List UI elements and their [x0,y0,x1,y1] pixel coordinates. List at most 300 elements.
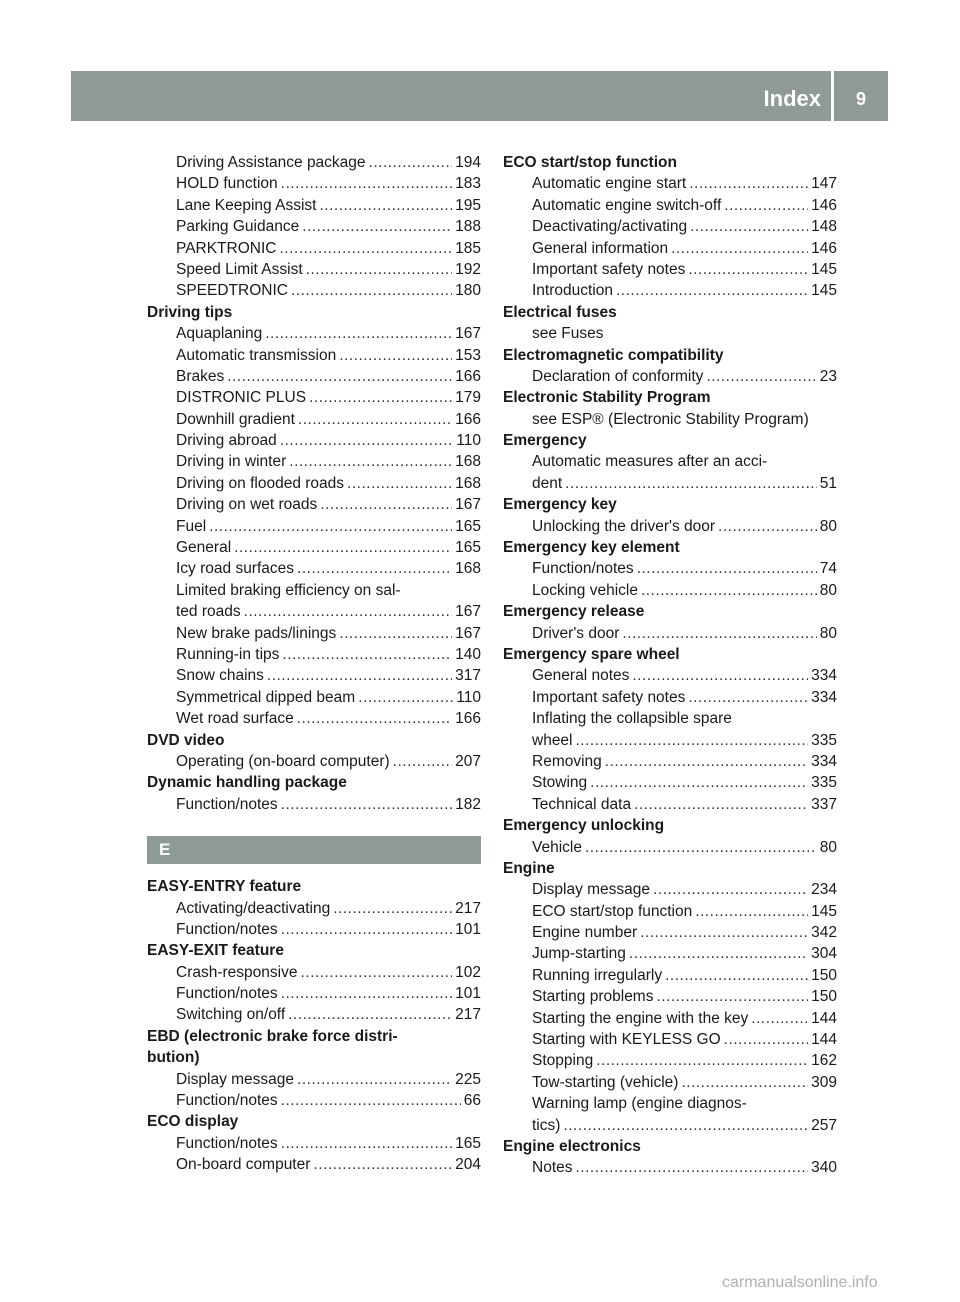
entry-label: Aquaplaning [176,325,263,343]
dot-leader [280,430,453,451]
index-entry [147,173,481,194]
header-bar [71,71,888,121]
entry-page-number: 337 [811,795,837,813]
entry-label: Activating/deactivating [176,899,331,917]
entry-page-number: 145 [811,260,837,278]
entry-page-number: 144 [811,1009,837,1027]
dot-leader [596,1050,808,1071]
index-heading: bution) [147,1049,200,1067]
dot-leader [640,922,808,943]
dot-leader [689,173,808,194]
entry-label: New brake pads/linings [176,624,337,642]
entry-label: HOLD function [176,175,278,193]
entry-page-number: 257 [811,1116,837,1134]
entry-label: wheel [532,731,573,749]
dot-leader [688,259,808,280]
entry-page-number: 102 [455,963,481,981]
index-entry [147,280,481,301]
entry-page-number: 51 [819,474,837,492]
index-entry [147,323,481,344]
index-entry [147,1090,481,1111]
entry-page-number: 217 [455,899,481,917]
dot-leader [281,919,452,940]
entry-page-number: 165 [455,1134,481,1152]
entry-page-number: 335 [811,774,837,792]
entry-page-number: 80 [819,581,837,599]
index-entry [503,687,837,708]
index-entry [503,837,837,858]
dot-leader [279,238,452,259]
entry-page-number: 153 [455,346,481,364]
entry-page-number: 74 [819,560,837,578]
entry-page-number: 150 [811,988,837,1006]
dot-leader [234,537,452,558]
index-entry [147,751,481,772]
entry-page-number: 234 [811,881,837,899]
dot-leader [333,898,452,919]
index-entry [147,216,481,237]
entry-label: Engine number [532,924,638,942]
dot-leader [298,409,452,430]
entry-page-number: 185 [455,239,481,257]
dot-leader [706,366,816,387]
index-entry [503,1029,837,1050]
index-entry [147,1133,481,1154]
entry-page-number: 168 [455,474,481,492]
entry-label: Operating (on-board computer) [176,752,390,770]
dot-leader [724,1029,808,1050]
dot-leader [358,687,453,708]
index-entry [147,1069,481,1090]
entry-page-number: 101 [455,985,481,1003]
entry-page-number: 168 [455,560,481,578]
index-entry [147,451,481,472]
dot-leader [309,387,452,408]
entry-label: DISTRONIC PLUS [176,389,307,407]
dot-leader [339,345,452,366]
entry-page-number: 165 [455,517,481,535]
index-entry [503,195,837,216]
index-entry [147,473,481,494]
entry-page-number: 304 [811,945,837,963]
index-heading: Emergency unlocking [503,817,665,835]
index-subline: see Fuses [532,325,604,343]
dot-leader [393,751,452,772]
entry-page-number: 204 [455,1156,481,1174]
entry-page-number: 225 [455,1070,481,1088]
index-entry [147,623,481,644]
index-entry [503,366,837,387]
entry-page-number: 182 [455,795,481,813]
entry-page-number: 192 [455,260,481,278]
index-entry [147,794,481,815]
entry-label: SPEEDTRONIC [176,282,288,300]
dot-leader [265,323,452,344]
dot-leader [300,962,452,983]
index-heading: Driving tips [147,303,233,321]
entry-label: Automatic engine switch-off [532,196,722,214]
index-subline: Automatic measures after an acci- [532,453,768,471]
index-entry [503,1115,837,1136]
entry-page-number: 144 [811,1031,837,1049]
index-entry [503,1050,837,1071]
dot-leader [590,772,808,793]
entry-label: Declaration of conformity [532,367,704,385]
dot-leader [718,516,817,537]
dot-leader [297,1069,452,1090]
index-entry [147,962,481,983]
dot-leader [369,152,453,173]
index-entry [147,558,481,579]
entry-page-number: 183 [455,175,481,193]
entry-label: Jump-starting [532,945,626,963]
entry-label: Locking vehicle [532,581,638,599]
entry-page-number: 146 [811,196,837,214]
index-entry [503,516,837,537]
index-heading: ECO display [147,1113,239,1131]
entry-label: ECO start/stop function [532,902,693,920]
entry-label: Removing [532,752,602,770]
index-entry [503,1008,837,1029]
index-entry [147,983,481,1004]
entry-page-number: 162 [811,1052,837,1070]
entry-label: Running-in tips [176,645,280,663]
dot-leader [281,794,452,815]
entry-label: Function/notes [176,985,278,1003]
entry-page-number: 165 [455,539,481,557]
entry-label: Running irregularly [532,966,663,984]
index-heading: Electronic Stability Program [503,389,711,407]
dot-leader [629,943,808,964]
index-heading: Emergency [503,432,587,450]
entry-label: Brakes [176,367,225,385]
dot-leader [319,195,452,216]
dot-leader [320,494,452,515]
dot-leader [282,644,452,665]
dot-leader [681,1072,808,1093]
entry-label: Introduction [532,282,613,300]
entry-page-number: 166 [455,410,481,428]
index-entry [147,366,481,387]
entry-label: Important safety notes [532,260,686,278]
entry-label: Lane Keeping Assist [176,196,317,214]
dot-leader [313,1154,452,1175]
index-entry [147,259,481,280]
entry-label: Automatic engine start [532,175,687,193]
index-entry [503,665,837,686]
index-entry [503,751,837,772]
dot-leader [209,516,452,537]
entry-page-number: 23 [819,367,837,385]
entry-page-number: 340 [811,1159,837,1177]
dot-leader [306,259,452,280]
entry-page-number: 167 [455,496,481,514]
index-heading: Emergency key element [503,539,680,557]
entry-page-number: 145 [811,282,837,300]
entry-page-number: 140 [455,645,481,663]
dot-leader [637,558,817,579]
index-entry [503,173,837,194]
watermark: carmanualsonline.info [722,1274,878,1291]
index-entry [147,665,481,686]
index-entry [147,1004,481,1025]
dot-leader [665,965,808,986]
entry-label: Icy road surfaces [176,560,295,578]
entry-label: Tow-starting (vehicle) [532,1073,679,1091]
index-subline: see ESP® (Electronic Stability Program) [532,410,809,428]
entry-label: General [176,539,232,557]
index-heading: DVD video [147,731,225,749]
entry-label: Driving abroad [176,432,277,450]
entry-label: Driving in winter [176,453,287,471]
index-entry [147,387,481,408]
entry-label: Downhill gradient [176,410,295,428]
dot-leader [656,986,808,1007]
dot-leader [585,837,817,858]
entry-label: Snow chains [176,667,264,685]
index-entry [503,623,837,644]
entry-label: Stopping [532,1052,594,1070]
entry-label: Speed Limit Assist [176,260,303,278]
dot-leader [281,983,452,1004]
index-heading: EBD (electronic brake force distri- [147,1027,398,1045]
index-entry [503,238,837,259]
dot-leader [281,1090,461,1111]
index-entry [147,601,481,622]
entry-page-number: 166 [455,710,481,728]
entry-page-number: 188 [455,218,481,236]
entry-label: On-board computer [176,1156,311,1174]
entry-label: Driving on wet roads [176,496,318,514]
index-entry [147,345,481,366]
dot-leader [622,623,816,644]
entry-label: dent [532,474,563,492]
index-entry [503,1157,837,1178]
index-subline: Limited braking efficiency on sal- [176,581,401,599]
dot-leader [339,623,452,644]
dot-leader [690,216,808,237]
index-entry [147,687,481,708]
entry-label: Function/notes [176,920,278,938]
dot-leader [632,665,808,686]
entry-page-number: 195 [455,196,481,214]
entry-label: Wet road surface [176,710,294,728]
index-entry [503,580,837,601]
entry-page-number: 217 [455,1006,481,1024]
entry-label: Symmetrical dipped beam [176,688,356,706]
dot-leader [724,195,808,216]
index-entry [503,901,837,922]
header-title: Index [763,86,821,111]
index-heading: ECO start/stop function [503,154,677,171]
index-entry [503,922,837,943]
dot-leader [616,280,808,301]
entry-page-number: 334 [811,688,837,706]
index-heading: Emergency release [503,603,645,621]
entry-label: General notes [532,667,630,685]
entry-label: Starting the engine with the key [532,1009,749,1027]
dot-leader [563,1115,808,1136]
index-entry [147,919,481,940]
dot-leader [244,601,452,622]
index-entry [147,537,481,558]
dot-leader [297,558,452,579]
index-entry [147,195,481,216]
entry-page-number: 167 [455,325,481,343]
dot-leader [653,879,808,900]
entry-label: Crash-responsive [176,963,298,981]
entry-label: Switching on/off [176,1006,286,1024]
entry-page-number: 150 [811,966,837,984]
entry-label: Vehicle [532,838,582,856]
header-divider [831,71,834,121]
dot-leader [576,1157,809,1178]
index-entry [503,558,837,579]
dot-leader [695,901,808,922]
entry-page-number: 207 [455,752,481,770]
entry-label: Stowing [532,774,588,792]
index-entry [503,986,837,1007]
entry-label: Technical data [532,795,632,813]
entry-page-number: 146 [811,239,837,257]
entry-page-number: 334 [811,667,837,685]
entry-label: Starting problems [532,988,654,1006]
entry-label: Parking Guidance [176,218,300,236]
entry-label: Function/notes [176,1092,278,1110]
entry-page-number: 309 [811,1073,837,1091]
index-subline: Inflating the collapsible spare [532,710,732,728]
entry-label: Display message [532,881,651,899]
index-entry [503,1072,837,1093]
entry-label: Notes [532,1159,573,1177]
entry-page-number: 179 [455,389,481,407]
index-heading: Emergency key [503,496,617,514]
dot-leader [289,451,452,472]
entry-label: Driving Assistance package [176,154,366,171]
entry-label: Driver's door [532,624,620,642]
dot-leader [576,730,809,751]
index-entry [503,216,837,237]
entry-page-number: 335 [811,731,837,749]
entry-page-number: 167 [455,603,481,621]
index-entry [147,409,481,430]
index-heading: Electrical fuses [503,303,617,321]
entry-label: Function/notes [176,795,278,813]
entry-label: Unlocking the driver's door [532,517,716,535]
dot-leader [288,1004,452,1025]
index-entry [503,280,837,301]
entry-label: tics) [532,1116,561,1134]
dot-leader [605,751,808,772]
dot-leader [267,665,452,686]
index-entry [503,259,837,280]
dot-leader [347,473,452,494]
dot-leader [297,708,452,729]
index-entry [147,494,481,515]
dot-leader [671,238,808,259]
entry-page-number: 145 [811,902,837,920]
index-entry [147,644,481,665]
entry-page-number: 168 [455,453,481,471]
entry-page-number: 110 [456,688,481,706]
entry-page-number: 166 [455,367,481,385]
index-entry [503,772,837,793]
entry-page-number: 80 [819,517,837,535]
index-heading: Electromagnetic compatibility [503,346,724,364]
dot-leader [634,794,808,815]
index-entry [147,898,481,919]
entry-page-number: 101 [455,920,481,938]
section-letter-bar: E [147,836,481,864]
index-heading: Dynamic handling package [147,774,347,792]
index-subline: Warning lamp (engine diagnos- [532,1095,747,1113]
entry-label: Automatic transmission [176,346,337,364]
entry-label: General information [532,239,669,257]
index-entry [147,430,481,451]
index-entry [147,238,481,259]
dot-leader [641,580,817,601]
entry-page-number: 180 [455,282,481,300]
index-heading: EASY-ENTRY feature [147,878,302,896]
index-heading: Engine [503,859,555,877]
index-entry [503,943,837,964]
index-entry [147,516,481,537]
entry-label: Deactivating/activating [532,218,688,236]
index-heading: Emergency spare wheel [503,645,680,663]
entry-label: Important safety notes [532,688,686,706]
entry-page-number: 194 [455,154,481,171]
index-entry [503,473,837,494]
index-entry [147,708,481,729]
index-entry [503,965,837,986]
entry-page-number: 66 [463,1092,481,1110]
index-entry [147,1154,481,1175]
entry-label: Driving on flooded roads [176,474,345,492]
index-entry [503,879,837,900]
dot-leader [281,173,452,194]
index-entry [503,730,837,751]
entry-label: PARKTRONIC [176,239,277,257]
entry-label: Function/notes [176,1134,278,1152]
index-column-left [147,152,481,1176]
page-number: 9 [855,89,866,109]
entry-label: ted roads [176,603,241,621]
entry-label: Fuel [176,517,207,535]
dot-leader [291,280,452,301]
index-heading: Engine electronics [503,1137,641,1155]
dot-leader [227,366,452,387]
entry-label: Function/notes [532,560,634,578]
entry-page-number: 80 [819,624,837,642]
entry-page-number: 167 [455,624,481,642]
index-entry [503,794,837,815]
index-entry [147,152,481,173]
entry-page-number: 148 [811,218,837,236]
index-heading: EASY-EXIT feature [147,942,284,960]
dot-leader [565,473,817,494]
entry-page-number: 317 [455,667,481,685]
entry-page-number: 342 [811,924,837,942]
entry-page-number: 110 [456,432,481,450]
entry-page-number: 147 [811,175,837,193]
dot-leader [302,216,452,237]
dot-leader [688,687,808,708]
entry-page-number: 334 [811,752,837,770]
entry-page-number: 80 [819,838,837,856]
entry-label: Starting with KEYLESS GO [532,1031,721,1049]
entry-label: Display message [176,1070,295,1088]
index-column-right [503,152,837,1179]
